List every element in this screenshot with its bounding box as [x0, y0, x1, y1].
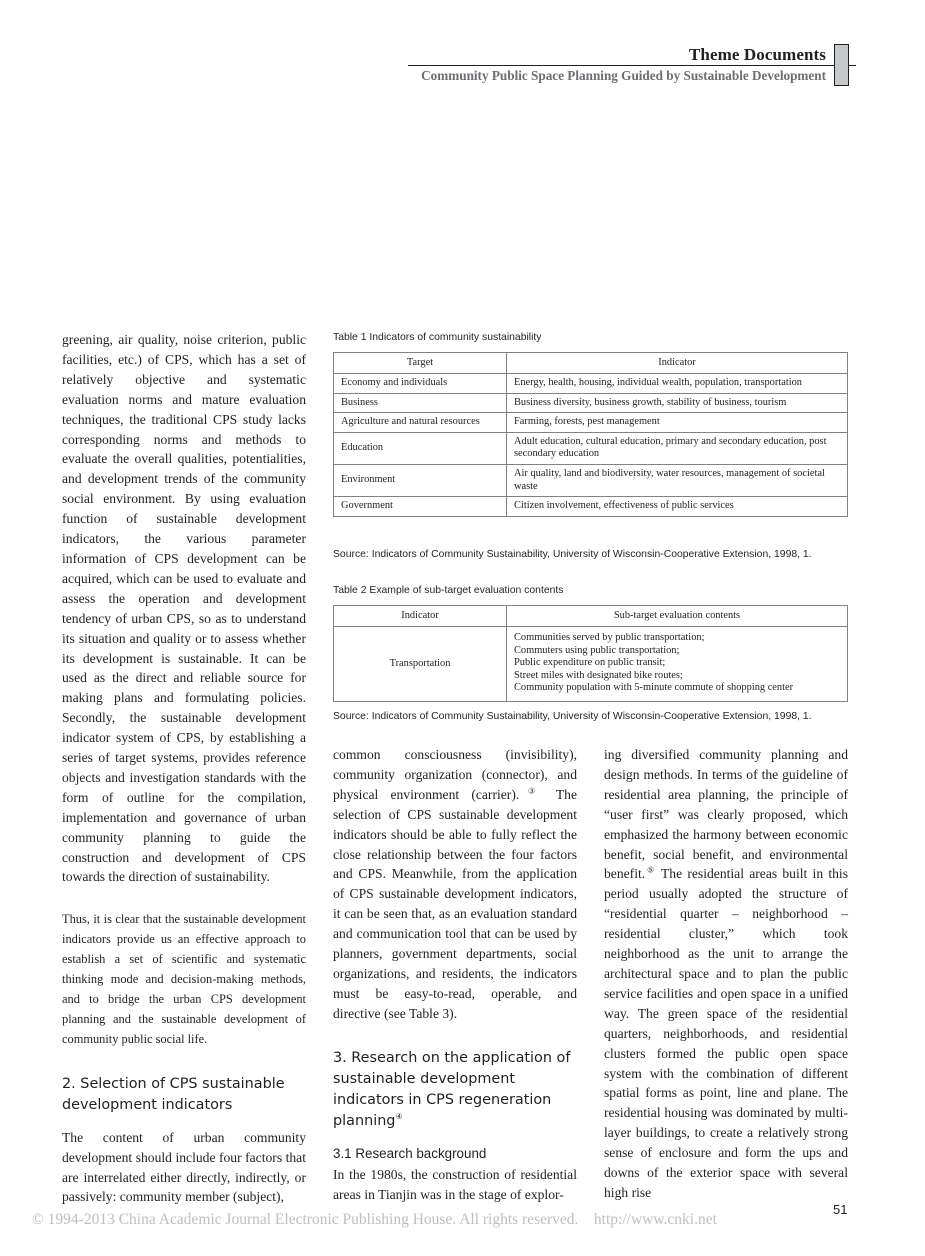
body-paragraph: Thus, it is clear that the sustainable development indicators provide us an effective approach to establish a set of scientific and systematic thinking mode and decision-making methods, and to bridge the urban CPS development planning and the sustainable development of community public social life. — [62, 912, 306, 1046]
table-cell: Government — [334, 497, 507, 517]
table-2 — [333, 605, 848, 702]
table-header-cell: Sub-target evaluation contents — [507, 606, 848, 627]
table-header-cell: Indicator — [507, 353, 848, 374]
sub-target-item: Communities served by public transportation; — [514, 632, 705, 643]
body-paragraph: In the 1980s, the construction of residential areas in Tianjin was in the stage of explor- — [333, 1166, 577, 1202]
column-1 — [62, 330, 306, 1207]
column-2 — [333, 745, 577, 1205]
copyright-watermark: © 1994-2013 China Academic Journal Electronic Publishing House. All rights reserved. http://www.cnki.net — [32, 1211, 717, 1228]
table-row — [334, 627, 848, 702]
table-header-row — [334, 606, 848, 627]
table-header-cell: Indicator — [334, 606, 507, 627]
body-paragraph: greening, air quality, noise criterion, public facilities, etc.) of CPS, which has a set of relatively objective and systematic evaluation norms and mature evaluation techniques, the traditional CPS study lacks corresponding norms and methods to evaluate the overall qualities, potentialities, and development trends of the community social environment. By using evaluation function of sustainable development indicators, the various parameter information of CPS development can be acquired, which can be used to evaluate and assess the operation and development tendency of urban CPS, so as to understand its situation and quality or to assess whether its development is sustainable. It can be used as the direct and reliable source for making plans and formulating policies. Secondly, the sustainable development indicator system of CPS, by establishing a series of target systems, provides reference objects and investigation standards with the form of outline for the compilation, implementation and governance of urban community planning to guide the construction and development of CPS towards the direction of sustainability. — [62, 332, 306, 885]
table-cell: Transportation — [334, 627, 507, 702]
sub-target-item: Public expenditure on public transit; — [514, 657, 666, 669]
subsection-heading-3-1: 3.1 Research background — [333, 1145, 487, 1161]
table-1-caption: Table 1 Indicators of community sustainability — [333, 332, 542, 343]
table-header-cell: Target — [334, 353, 507, 374]
sub-target-item: Community population with 5-minute commute of shopping center — [514, 682, 794, 694]
body-paragraph: The content of urban community development should include four factors that are interrelated either directly, indirectly, or passively: community member (subject), — [62, 1129, 306, 1205]
table-cell: Adult education, cultural education, primary and secondary education, post secondary education — [507, 432, 848, 464]
endnote-marker: ③ — [519, 786, 544, 796]
section-heading-2: 2. Selection of CPS sustainable development indicators — [62, 1075, 285, 1113]
column-3 — [604, 745, 848, 1203]
section-tab-marker — [834, 44, 849, 86]
table-cell: Air quality, land and biodiversity, water resources, management of societal waste — [507, 464, 848, 496]
endnote-marker: ⑤ — [645, 865, 656, 875]
table-cell — [507, 627, 848, 702]
table-cell: Economy and individuals — [334, 374, 507, 394]
table-row — [334, 413, 848, 433]
table-1-source: Source: Indicators of Community Sustainability, University of Wisconsin-Cooperative Extension, 1998, 1. — [333, 549, 812, 560]
table-row — [334, 464, 848, 496]
table-row — [334, 497, 848, 517]
table-cell: Business diversity, business growth, stability of business, tourism — [507, 393, 848, 413]
section-title: Theme Documents — [688, 45, 826, 64]
page-number: 51 — [833, 1202, 848, 1217]
table-cell: Education — [334, 432, 507, 464]
table-cell: Farming, forests, pest management — [507, 413, 848, 433]
table-2-source: Source: Indicators of Community Sustainability, University of Wisconsin-Cooperative Extension, 1998, 1. — [333, 711, 812, 722]
table-cell: Business — [334, 393, 507, 413]
table-cell: Agriculture and natural resources — [334, 413, 507, 433]
endnote-marker: ④ — [395, 1111, 403, 1121]
table-2-caption: Table 2 Example of sub-target evaluation contents — [333, 585, 564, 596]
sub-target-item: Street miles with designated bike routes; — [514, 669, 683, 681]
table-cell: Energy, health, housing, individual wealth, population, transportation — [507, 374, 848, 394]
table-row — [334, 393, 848, 413]
table-row — [334, 432, 848, 464]
sub-target-item: Commuters using public transportation; — [514, 644, 680, 656]
header-rule — [408, 65, 856, 66]
table-row — [334, 374, 848, 394]
table-header-row — [334, 353, 848, 374]
table-cell: Citizen involvement, effectiveness of public services — [507, 497, 848, 517]
body-paragraph: ing diversified community planning and design methods. In terms of the guideline of residential area planning, the principle of “user first” was clearly proposed, which emphasized the harmony between economic benefit, social benefit, and environmental benefit.⑤ The residential areas built in this period usually adopted the structure of “residential quarter – neighborhood – residential cluster,” which took neighborhood as the unit to arrange the architectural space and to plan the public service facilities and open space in a unified way. The green space of the residential quarters, neighborhoods, and residential clusters formed the public open space system with the combination of different spatial forms as point, line and plane. The residential housing was dominated by multi-layer buildings, to create a relatively strong sense of enclosure and form the ups and downs of the exterior space with several high rise — [604, 747, 848, 1200]
section-heading-3: 3. Research on the application of sustainable development indicators in CPS regeneration planning④ — [333, 1049, 571, 1129]
article-subtitle: Community Public Space Planning Guided by Sustainable Development — [421, 68, 826, 83]
table-cell: Environment — [334, 464, 507, 496]
body-paragraph: common consciousness (invisibility), community organization (connector), and physical environment (carrier).③ The selection of CPS sustainable development indicators should be able to fully reflect the close relationship between the four factors and CPS. Meanwhile, from the application of CPS sustainable development indicators, it can be seen that, as an evaluation standard and communication tool that can be used by planners, government departments, social organizations, and residents, the indicators must be easy-to-read, operable, and directive (see Table 3). — [333, 747, 578, 1021]
table-1 — [333, 352, 848, 517]
